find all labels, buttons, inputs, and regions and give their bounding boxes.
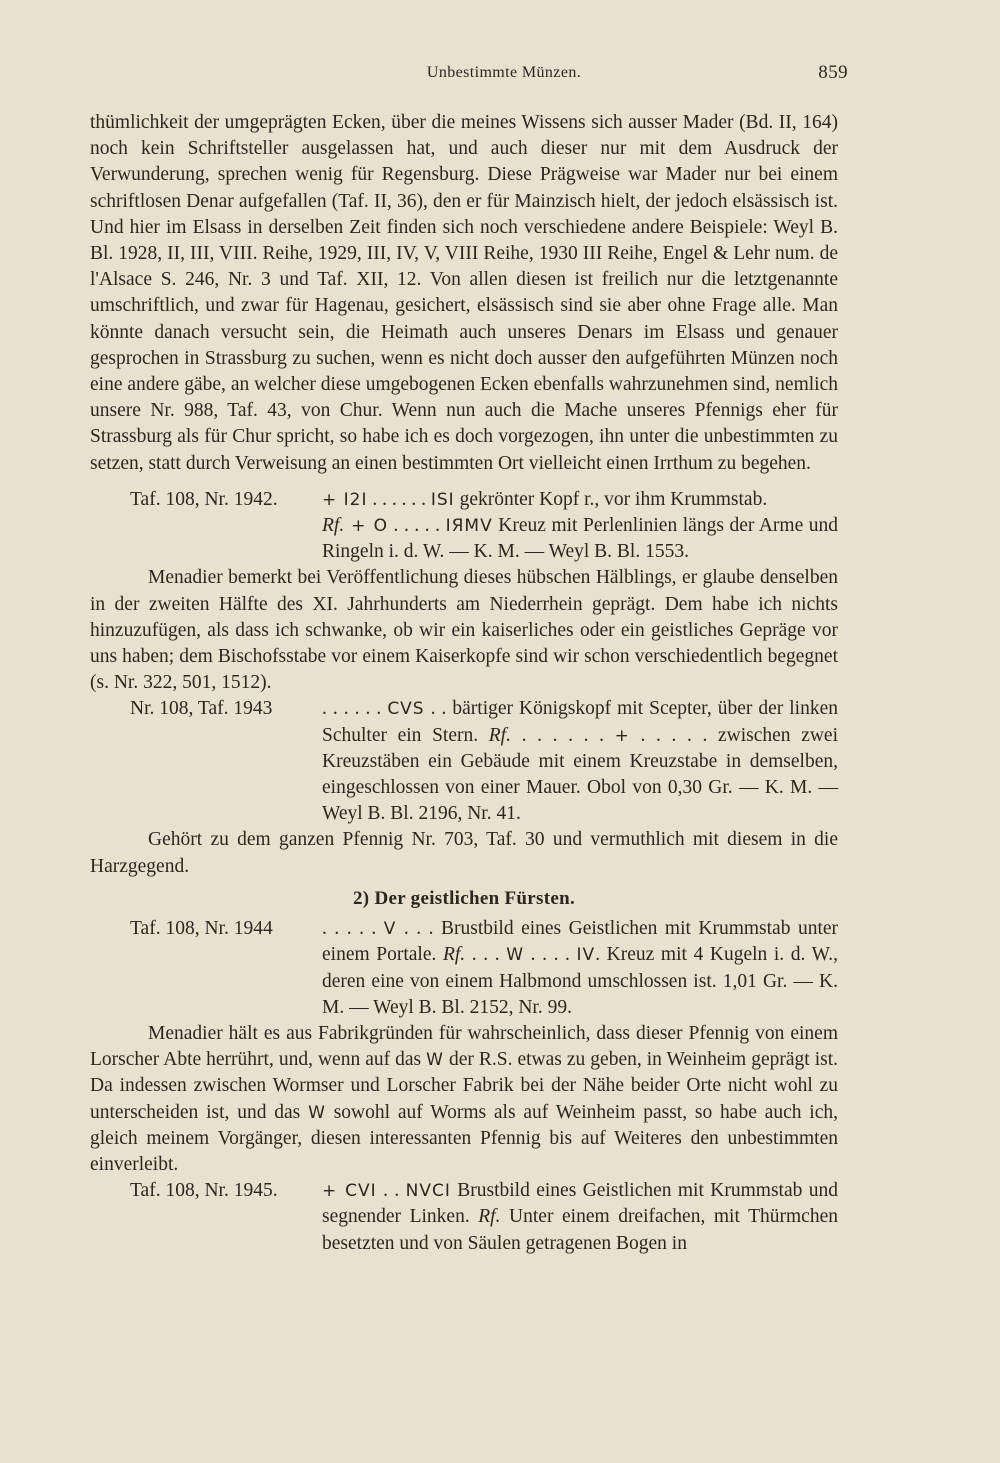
obverse-legend: + I2I — [322, 489, 368, 510]
obverse-legend: V — [383, 919, 397, 940]
reverse-legend: W — [506, 945, 525, 966]
obverse-description: gekrönter Kopf r., vor ihm Krummstab. — [454, 488, 768, 510]
obverse-description: . . bärtiger Königskopf mit Scepter, über der linken Schulter ein Stern. — [322, 698, 839, 746]
obverse-description: . . . Brustbild eines Geistlichen mit Krummstab unter einem Portale. — [322, 918, 839, 966]
entry-reference: Taf. 108, Nr. 1944 — [130, 918, 273, 940]
catalog-entry-1945 — [90, 1178, 838, 1257]
ellipsis: . . . . . — [387, 515, 446, 537]
page-header — [90, 62, 848, 88]
ellipsis: . . . . . — [322, 918, 384, 940]
reverse-description: Unter einem dreifachen, mit Thürmchen besetzten und von Säulen getragenen Bogen in — [322, 1206, 838, 1254]
reverse-legend: + O — [344, 516, 388, 537]
obverse-legend: + CVI — [322, 1181, 377, 1202]
section-heading: 2) Der geistlichen Fürsten. — [353, 887, 575, 909]
reverse-marker: Rf. — [442, 944, 466, 966]
obverse-legend: CVS — [387, 699, 425, 720]
page-body — [90, 110, 838, 1257]
ellipsis: . . . . — [524, 944, 577, 966]
obverse-description: Brustbild eines Geistlichen mit Krummstab und segnender Linken. — [322, 1180, 839, 1228]
paragraph-continuation: thümlichkeit der umgeprägten Ecken, über die meines Wissens sich ausser Mader (Bd. II, 164) noch kein Schriftsteller ausgelassen hat, und auch dieser nur mit dem Ausdruck der Verwunderung, sprechen wenig für Regensburg. Diese Prägweise war Mader nur bei einem schriftlosen Denar aufgefallen (Taf. II, 36), den er für Mainzisch hielt, der jedoch elsässisch ist. Und hier im Elsass in derselben Zeit finden sich noch verschiedene andere Beispiele: Weyl B. Bl. 1928, II, III, VIII. Reihe, 1929, III, IV, V, VIII Reihe, 1930 III Reihe, Engel & Lehr num. de l'Alsace S. 246, Nr. 3 und Taf. XII, 12. Von allen diesen ist freilich nur die letztgenannte umschriftlich, und zwar für Hagenau, gesichert, elsässisch sind sie aber ohne Frage alle. Man könnte danach versucht sein, die Heimath auch unseres Denars im Elsass und genauer gesprochen in Strassburg zu suchen, wenn es nicht doch ausser den aufgeführten Münzen noch eine andere gäbe, an welcher diese umgebogenen Ecken ebenfalls wahrzunehmen sind, nemlich unsere Nr. 988, Taf. 43, von Chur. Wenn nun auch die Mache unseres Pfennigs eher für Strassburg als für Chur spricht, so habe ich es doch vorgezogen, ihn unter die unbestimmten zu setzen, statt durch Verweisung an einen bestimmten Ort vielleicht einen Irrthum zu begehen. — [90, 112, 838, 474]
reverse-description: . Kreuz mit 4 Kugeln i. d. W., deren eine von einem Halbmond umschlossen ist. 1,01 Gr. — K. M. — Weyl B. Bl. 2152, Nr. 99. — [322, 944, 839, 1018]
reverse-marker: Rf. — [478, 1206, 501, 1228]
ellipsis: . . . . . . — [510, 724, 615, 746]
catalog-entry-1942 — [90, 487, 838, 566]
ellipsis: . . . . . . — [367, 488, 431, 510]
reverse-marker: Rf. — [488, 724, 511, 746]
running-title: Unbestimmte Münzen. — [426, 64, 582, 81]
paragraph-harz: Gehört zu dem ganzen Pfennig Nr. 703, Taf. 30 und vermuthlich mit diesem in die Harzgegend. — [90, 829, 838, 877]
reverse-legend-2: IV — [576, 945, 596, 966]
letter-w: W — [308, 1102, 326, 1123]
paragraph-text: Menadier hält es aus Fabrikgründen für wahrscheinlich, dass dieser Pfennig von einem Lorscher Abte herrührt, und, wenn auf das — [90, 1022, 838, 1071]
reverse-marker: Rf. — [322, 515, 345, 537]
paragraph-menadier-1: Menadier bemerkt bei Veröffentlichung dieses hübschen Hälblings, er glaube denselben in der zweiten Hälfte des XI. Jahrhunderts am Niederrhein geprägt. Dem habe ich nichts hinzuzufügen, als dass ich schwanke, ob wir ein kaiserliches oder ein geistliches Gepräge vor uns haben; dem Bischofsstabe vor einem Kaiserkopfe sind wir schon verschiedentlich begegnet (s. Nr. 322, 501, 1512). — [90, 567, 838, 694]
entry-reference: Taf. 108, Nr. 1945. — [130, 1180, 278, 1202]
page-number: 859 — [818, 62, 848, 83]
catalog-entry-1943 — [90, 696, 838, 827]
ellipsis: . . . — [465, 944, 507, 966]
entry-description — [322, 487, 838, 566]
ellipsis: . . — [376, 1180, 406, 1202]
entry-description — [322, 916, 838, 1021]
reverse-description: Kreuz mit Perlenlinien längs der Arme und Ringeln i. d. W. — K. M. — Weyl B. Bl. 1553. — [322, 515, 839, 563]
catalog-entry-1944 — [90, 916, 838, 1021]
reverse-legend: + — [614, 725, 630, 746]
obverse-legend-2: ISI — [430, 489, 455, 510]
reverse-description: . . . . . zwischen zwei Kreuzstäben ein Gebäude mit einem Kreuzstabe in demselben, eingeschlossen von einer Mauer. Obol von 0,30 Gr. — K. M. — Weyl B. Bl. 2196, Nr. 41. — [322, 724, 838, 825]
ellipsis: . . . . . . — [322, 698, 388, 720]
letter-w: W — [426, 1050, 444, 1071]
entry-reference: Nr. 108, Taf. 1943 — [130, 698, 273, 720]
entry-description — [322, 696, 838, 827]
entry-description — [322, 1178, 838, 1257]
paragraph-text: der R.S. etwas zu geben, in Weinheim geprägt ist. Da indessen zwischen Wormser und Lorscher Fabrik bei der Nähe beider Orte nicht wohl zu unterscheiden ist, und das — [90, 1049, 838, 1123]
paragraph-text: sowohl auf Worms als auf Weinheim passt, so habe auch ich, gleich meinem Vorgänger, diesen interessanten Pfennig bis auf Weiteres den unbestimmten einverleibt. — [90, 1101, 838, 1175]
paragraph-menadier-2 — [90, 1021, 838, 1178]
obverse-legend-2: NVCI — [405, 1181, 451, 1202]
reverse-legend-2: IЯMV — [445, 516, 493, 537]
entry-reference: Taf. 108, Nr. 1942. — [130, 488, 278, 510]
